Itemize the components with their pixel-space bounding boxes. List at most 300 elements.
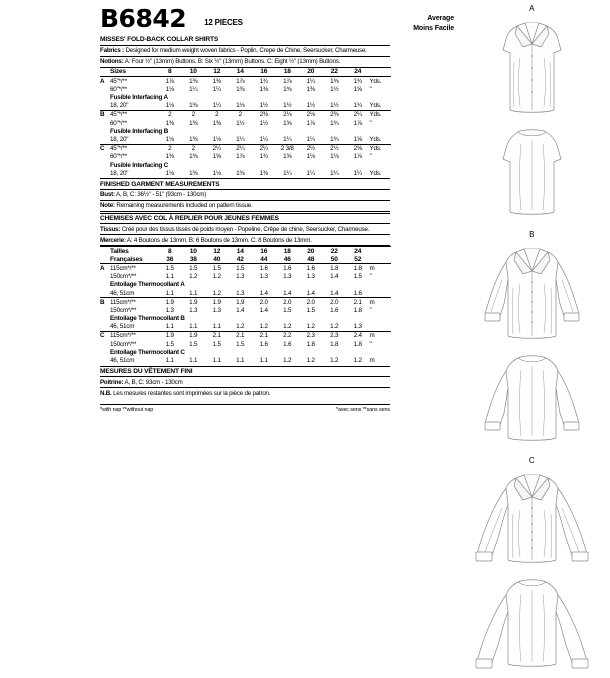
english-cell: 1⅜ [165,153,174,161]
view-b-block [458,230,606,450]
english-size-0: 8 [158,67,182,76]
english-cell: 1⅜ [236,169,245,177]
french-cell: 1.5 [353,273,362,281]
english-cell: 2 [205,110,229,119]
french-head-label: Tailles [110,247,158,256]
english-cell: 2¼ [229,144,253,153]
view-a-letter: A [529,4,535,13]
french-cell: 1.8 [353,306,362,314]
fabrics-text: Designed for medium weight woven fabrics - Poplin, Crepe de Chine, Seersucker, Charmeuse. [125,47,367,55]
french-cell: 1.1 [165,289,174,297]
french-cell: 1.4 [259,289,268,297]
english-row-unit: " [369,119,372,127]
table-row [100,135,391,144]
table-row [100,127,391,135]
french-cell: 1.1 [165,273,174,281]
french-row-view [100,356,110,364]
table-row [100,356,391,364]
french-row-unit: m [370,264,391,273]
french-cell: 2.0 [323,298,347,307]
english-row-unit: Yds. [369,102,382,110]
tissus-text: Créé pour des tissus tissés de poids moyen - Popeline, Crêpe de chine, Seersucker, Charmeuse. [121,225,370,233]
french-cell: 1.3 [353,323,362,331]
french-cell: 1.5 [182,264,206,273]
french-subhead-label: Entoilage Thermocollant B [110,315,185,323]
french-cell: 1.1 [212,323,221,331]
nb-line-fr [100,388,390,398]
french-cell: 1.3 [236,273,245,281]
english-cell: 1¼ [330,169,339,177]
french-size-5: 18 [276,247,300,256]
english-cell: 1⅞ [236,153,245,161]
french-row-view: C [100,331,110,340]
french-cell: 1.3 [283,273,292,281]
english-cell: 1⅜ [323,77,347,86]
french-cell: 2.3 [299,331,323,340]
english-cell: 1¼ [212,102,221,110]
mercerie-text: A: 4 Boutons de 13mm. B: 6 Boutons de 13mm. C: 8 Boutons de 13mm. [126,236,312,244]
french-cell: 1.1 [189,323,198,331]
english-cell: 2 [182,144,206,153]
english-cell: 1¾ [259,153,268,161]
view-a-sleeveless-shirt-front [487,14,577,124]
english-cell: 1¼ [306,169,315,177]
finished-measurements-heading-en: FINISHED GARMENT MEASUREMENTS [100,178,390,190]
english-head-view [100,67,110,76]
english-cell: 1⅛ [165,169,174,177]
french-row-unit: m [370,331,391,340]
english-row-unit: Yds. [369,135,382,143]
english-row-view [100,135,110,144]
french-cell: 1.5 [205,264,229,273]
french-cell: 1.6 [353,289,362,297]
tissus-label: Tissus: [100,225,121,233]
french-cell: 1.1 [236,357,245,365]
english-row-view [100,169,110,177]
english-cell: 1⅞ [353,119,362,127]
french-subhead-label: Entoilage Thermocollant C [110,348,185,356]
view-b-three-quarter-sleeve-shirt-back [472,350,592,450]
french-cell: 1.9 [182,298,206,307]
english-cell: 1⅛ [165,85,174,93]
english-cell: 1⅝ [353,135,362,143]
english-cell: 1⅝ [283,119,292,127]
french-row-unit: " [369,306,372,314]
french-row-unit: " [369,273,372,281]
french-cell: 2.1 [205,331,229,340]
english-cell: 1⅜ [306,85,315,93]
english-size-4: 16 [252,67,276,76]
french-cell: 1.4 [306,289,315,297]
english-cell: 1¼ [306,135,315,143]
english-row-unit: " [369,153,372,161]
french-cell: 1.2 [212,289,221,297]
english-cell: 2 [229,110,253,119]
table-row [100,169,391,177]
note-label: Note: [100,202,115,210]
french-cell: 1.6 [259,340,268,348]
english-sub-view [100,93,110,101]
french-row-label: 115cm*/** [110,264,158,273]
french-size-0: 36 [166,255,174,263]
view-c-long-sleeve-shirt-back [468,574,596,678]
table-row [100,264,391,273]
english-cell: 1⅞ [158,77,182,86]
french-cell: 1.2 [236,323,245,331]
bust-text: A, B, C: 36½" - 51" (93cm - 130cm) [116,191,207,199]
english-cell: 2 3/8 [276,144,300,153]
french-cell: 1.2 [306,357,315,365]
english-cell: 1¾ [330,135,339,143]
french-cell: 1.8 [330,340,339,348]
english-size-1: 10 [182,67,206,76]
french-cell: 1.2 [259,323,268,331]
french-size-1: 10 [182,247,206,256]
french-cell: 1.6 [283,340,292,348]
header-row [100,6,390,32]
french-cell: 1.9 [229,298,253,307]
english-row-label: 60"*/** [110,119,127,127]
french-size-7: 22 [323,247,347,256]
table-row [100,298,391,307]
english-cell: 2¼ [346,110,370,119]
difficulty-rating [392,14,454,33]
french-cell: 1.2 [330,323,339,331]
french-cell: 1.1 [189,357,198,365]
french-cell: 1.1 [259,357,268,365]
english-cell: 2⅜ [323,110,347,119]
piece-count: 12 PIECES [204,18,243,27]
french-row-unit: " [369,340,372,348]
french-cell: 1.6 [330,306,339,314]
english-row-label: 60"*/** [110,85,127,93]
english-cell: 1¾ [346,77,370,86]
difficulty-french: Moins Facile [413,24,454,32]
view-c-letter: C [528,456,536,465]
french-size-5: 46 [283,255,291,263]
english-row-view: C [100,144,110,153]
english-cell: 1¾ [252,77,276,86]
french-cell: 1.5 [229,264,253,273]
english-cell: 1⅜ [189,119,198,127]
table-row [100,323,391,332]
french-cell: 1.2 [283,323,292,331]
english-cell: 1⅛ [236,102,245,110]
french-cell: 1.8 [346,264,370,273]
french-size-8: 24 [346,247,370,256]
french-sub-view [100,281,110,289]
english-cell: 2⅝ [346,144,370,153]
english-cell: 1½ [330,102,339,110]
french-row-unit: m [369,357,375,365]
english-subhead-label: Fusible Interfacing C [110,161,169,169]
notions-text: A: Four ½" (13mm) Buttons. B: Six ½" (13mm) Buttons. C: Eight ½" (13mm) Buttons. [124,58,341,66]
french-row-label: 115cm*/** [110,298,158,307]
english-cell: 2⅛ [299,110,323,119]
english-cell: 1⅜ [189,135,198,143]
french-cell: 2.1 [252,331,276,340]
english-size-7: 22 [323,67,347,76]
french-size-0: 8 [158,247,182,256]
table-row [100,119,391,127]
french-size-2: 40 [213,255,221,263]
french-cell: 1.8 [353,340,362,348]
french-head-view [100,247,110,256]
table-row [100,340,391,348]
french-head-unit [370,255,391,264]
garment-illustrations [458,4,606,465]
english-cell: 1⅛ [306,153,315,161]
english-size-5: 18 [276,67,300,76]
nb-label: N.B. [100,389,112,397]
french-cell: 2.3 [323,331,347,340]
english-cell: 1⅞ [306,119,315,127]
french-size-8: 52 [354,255,362,263]
english-row-view [100,119,110,127]
french-row-label: 46, 51cm [110,289,135,297]
english-cell: 2⅛ [276,110,300,119]
english-cell: 1⅝ [353,85,362,93]
english-size-6: 20 [299,67,323,76]
view-c-block [458,456,606,678]
french-cell: 1.3 [189,306,198,314]
english-cell: 1⅞ [229,77,253,86]
english-cell: 1⅞ [353,153,362,161]
table-row [100,77,391,86]
table-row [100,144,391,153]
english-cell: 1⅜ [189,169,198,177]
french-row-view [100,306,110,314]
french-cell: 1.2 [353,357,362,365]
french-row-view: B [100,298,110,307]
french-cell: 1.5 [306,306,315,314]
french-size-3: 42 [236,255,244,263]
french-cell: 1.3 [259,273,268,281]
french-yardage-table [100,246,391,365]
french-size-4: 44 [260,255,268,263]
poitrine-line [100,377,390,388]
english-row-label: 45"*/** [110,110,158,119]
french-cell: 1.3 [212,306,221,314]
french-cell: 1.5 [212,340,221,348]
french-row-label: 150cm*/** [110,306,137,314]
table-row [100,348,391,356]
english-row-unit: Yds. [370,77,391,86]
english-size-2: 12 [205,67,229,76]
french-cell: 1.5 [158,264,182,273]
english-cell: 1½ [236,119,245,127]
french-cell: 1.5 [236,340,245,348]
english-row-unit: Yds. [370,110,391,119]
english-cell: 1¼ [353,169,362,177]
french-size-3: 14 [229,247,253,256]
french-cell: 1.9 [182,331,206,340]
english-cell: 2¼ [252,144,276,153]
french-cell: 1.5 [283,306,292,314]
french-cell: 1.3 [165,306,174,314]
notions-label: Notions: [100,58,124,66]
footnote-english: *with nap **without nap [100,407,154,414]
english-cell: 1⅜ [236,85,245,93]
english-size-3: 14 [229,67,253,76]
footnote-french: *avec sens **sans sens [335,407,390,414]
english-row-view: A [100,77,110,86]
english-row-view [100,102,110,111]
english-cell: 1¼ [236,135,245,143]
french-cell: 1.8 [306,340,315,348]
english-cell: 1⅜ [259,85,268,93]
french-cell: 1.9 [158,298,182,307]
french-size-1: 38 [189,255,197,263]
table-row [100,85,391,93]
french-cell: 2.2 [276,331,300,340]
french-size-6: 48 [307,255,315,263]
english-row-unit: Yds. [370,144,391,153]
english-row-label: 18, 20" [110,169,129,177]
difficulty-english: Average [427,15,454,22]
table-row [100,273,391,281]
french-row-label: 46, 51cm [110,357,135,365]
english-cell: 1⅝ [283,153,292,161]
english-cell: 1⅝ [212,153,221,161]
french-cell: 1.5 [189,340,198,348]
english-cell: 2½ [323,144,347,153]
english-cell: 1½ [306,102,315,110]
english-cell: 2 [158,110,182,119]
french-cell: 1.6 [276,264,300,273]
english-row-label: 45"*/** [110,77,158,86]
english-cell: 1¼ [299,77,323,86]
english-yardage-table [100,67,391,177]
table-row [100,281,391,289]
french-cell: 1.4 [330,273,339,281]
bust-label: Bust: [100,191,115,199]
french-cell: 1.1 [165,323,174,331]
french-cell: 1.2 [283,357,292,365]
pattern-number: B6842 [100,4,187,33]
french-row-view [100,323,110,332]
french-row-label: 150cm*/** [110,273,137,281]
english-cell: 1⅜ [182,77,206,86]
french-cell: 1.6 [252,264,276,273]
english-cell: 2½ [299,144,323,153]
english-cell: 1⅛ [165,135,174,143]
english-row-label: 18, 20" [110,102,129,110]
french-row-unit [370,323,391,332]
english-cell: 1⅛ [212,169,221,177]
english-size-8: 24 [346,67,370,76]
fabrics-label: Fabrics : [100,47,124,55]
french-cell: 1.3 [236,289,245,297]
french-size-6: 20 [299,247,323,256]
french-cell: 1.4 [259,306,268,314]
nb-text: Les mesures restantes sont imprimées sur la pièce de patron. [113,389,271,397]
english-cell: 2 [158,144,182,153]
view-b-three-quarter-sleeve-shirt-front [472,240,592,350]
poitrine-text: A, B, C: 93cm - 130cm [124,378,183,386]
english-subhead-label: Fusible Interfacing A [110,94,168,102]
table-row [100,331,391,340]
english-cell: 1½ [330,85,339,93]
view-b-letter: B [529,230,535,239]
french-row-label: 150cm*/** [110,340,137,348]
french-cell: 1.5 [165,340,174,348]
english-row-label: 45"*/** [110,144,158,153]
french-cell: 1.8 [323,264,347,273]
note-text: Remaining measurements included on pattern tissue. [116,202,253,210]
french-cell: 1.1 [212,357,221,365]
table-row [100,161,391,169]
fabrics-line [100,45,390,56]
table-row [100,153,391,161]
french-cell: 1.1 [165,357,174,365]
pattern-title: MISSES' FOLD-BACK COLLAR SHIRTS [100,36,219,43]
english-cell: 1⅜ [189,102,198,110]
english-cell: 1⅜ [283,85,292,93]
french-row-view [100,289,110,298]
english-row-label: 60"*/** [110,153,127,161]
french-cell: 2.1 [229,331,253,340]
french-head-unit [370,247,391,256]
french-sub-view [100,348,110,356]
french-row-view [100,273,110,281]
english-row-view [100,85,110,93]
french-head-view [100,255,110,264]
french-cell: 1.4 [283,289,292,297]
french-cell: 1.9 [158,331,182,340]
english-cell: 2¼ [205,144,229,153]
french-cell: 1.6 [299,264,323,273]
english-cell: 1⅞ [276,77,300,86]
french-row-unit: m [370,298,391,307]
french-size-7: 50 [330,255,338,263]
english-cell: 1½ [259,119,268,127]
view-a-block [458,4,606,224]
french-row-label: 115cm*/** [110,331,158,340]
french-sub-view [100,315,110,323]
english-cell: 1⅜ [165,119,174,127]
english-row-view: B [100,110,110,119]
french-cell: 1.2 [306,323,315,331]
table-row [100,110,391,119]
english-cell: 1½ [283,102,292,110]
bust-line [100,190,390,201]
english-cell: 2 [182,110,206,119]
french-header-row [100,255,391,264]
english-head-unit [370,67,391,76]
table-row [100,102,391,111]
english-row-label: 18, 20" [110,135,129,143]
french-cell: 2.1 [346,298,370,307]
english-header-row [100,67,391,76]
notions-line [100,56,390,67]
french-head-label: Françaises [110,255,143,263]
french-cell: 2.0 [276,298,300,307]
french-cell: 1.2 [189,273,198,281]
table-row [100,306,391,314]
english-row-view [100,153,110,161]
english-row-unit: " [369,85,372,93]
english-cell: 1⅜ [212,119,221,127]
mercerie-label: Mercerie: [100,236,126,244]
view-c-long-sleeve-shirt-front [468,466,596,574]
french-size-2: 12 [205,247,229,256]
main-content [100,6,390,413]
french-cell: 2.0 [299,298,323,307]
english-cell: 1¼ [189,85,198,93]
english-row-unit: Yds. [369,169,382,177]
table-row [100,93,391,101]
